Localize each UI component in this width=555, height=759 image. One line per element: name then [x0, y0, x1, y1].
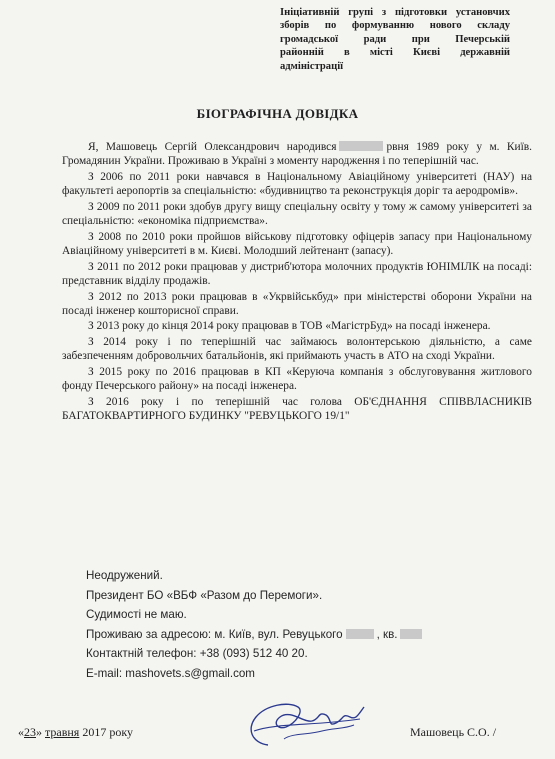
- biography-body: [62, 140, 532, 425]
- paragraph-job-unimilk: З 2011 по 2012 роки працював у дистриб'ютора молочних продуктів ЮНІМІЛК на посаді: представник відділу продажів.: [62, 260, 532, 287]
- date-day: 23: [24, 725, 36, 739]
- addressee-block: [280, 6, 510, 73]
- redacted-house: [346, 629, 374, 639]
- criminal-record: Судимості не маю.: [86, 608, 187, 622]
- paragraph-volunteer: З 2014 року і по теперішній час займаюсь волонтерською діяльністю, а саме забезпеченням добровольчих батальйонів, які приймають участь в АТО на сході України.: [62, 336, 532, 363]
- handwritten-signature: [232, 693, 372, 751]
- marital-status: Неодружений.: [86, 569, 163, 582]
- paragraph-education: З 2006 по 2011 роки навчався в Національному Авіаційному університеті (НАУ) на факультеті аеропортів за спеціальністю: «будивництво та реконструкція доріг та аеродромів».: [62, 170, 532, 198]
- address-text-b: , кв.: [376, 627, 398, 641]
- date-month: травня: [45, 725, 80, 739]
- paragraph-osbb: З 2016 року і по теперішній час голова ОБ'ЄДНАННЯ СПІВВЛАСНИКІВ БАГАТОКВАРТИРНОГО БУДИНКУ "РЕВУЦЬКОГО 19/1": [62, 395, 532, 423]
- signer-slash: /: [492, 725, 497, 739]
- paragraph-birth: [62, 140, 532, 168]
- addressee-line: адміністрації: [280, 60, 344, 72]
- president-info: Президент БО «ВБФ «Разом до Перемоги».: [86, 588, 323, 602]
- paragraph-military: З 2008 по 2010 роки пройшов військову підготовку офіцерів запасу при Національному Авіаційному університеті в м. Києві. Молодший лейтенант (запасу).: [62, 230, 532, 257]
- date-open-quote: «: [18, 725, 24, 739]
- address-text-a: Проживаю за адресою: м. Київ, вул. Ревуцького: [86, 627, 343, 641]
- email-line: E-mail: mashovets.s@gmail.com: [86, 666, 255, 680]
- redacted-apartment: [400, 629, 422, 639]
- birth-text-a: Я, Машовець Сергій Олександрович народився: [88, 141, 337, 153]
- personal-info: [86, 566, 506, 684]
- date-close-quote: »: [36, 725, 42, 739]
- addressee-line: районній в місті Києві державній: [280, 47, 510, 59]
- addressee-line: Ініціативній групі з підготовки установчих: [280, 7, 510, 18]
- document-title: БІОГРАФІЧНА ДОВІДКА: [196, 106, 359, 121]
- addressee-line: громадської ради при Печерській: [280, 33, 510, 45]
- birth-text-b: рвня 1989 року у м. Київ. Громадянин України. Проживаю в Україні з моменту народження і по теперішній час.: [62, 141, 532, 168]
- phone-line: Контактній телефон: +38 (093) 512 40 20.: [86, 647, 308, 661]
- paragraph-job-magistrbud: З 2013 року до кінця 2014 року працював в ТОВ «МагістрБуд» на посаді інженера.: [88, 320, 491, 333]
- paragraph-job-ukrviyskbud: З 2012 по 2013 роки працював в «Укрвійськбуд» при міністерстві оборони України на посаді інженер кошторисної справи.: [62, 290, 532, 317]
- date-year: 2017 року: [82, 725, 133, 739]
- paragraph-job-kp: З 2015 року по 2016 працював в КП «Керуюча компанія з обслуговування житлового фонду Печерського району» на посаді інженера.: [62, 366, 532, 393]
- address-line: [86, 625, 506, 645]
- signer-name: [410, 725, 496, 740]
- paragraph-second-degree: З 2009 по 2011 роки здобув другу вищу спеціальну освіту у тому ж самому університеті за спеціальністю: «економіка підприємства».: [62, 200, 532, 228]
- redacted-date: [339, 141, 383, 151]
- signer-name-text: Машовець С.О.: [410, 725, 490, 739]
- addressee-line: зборів по формуванню нового складу: [280, 20, 510, 32]
- footer-date-line: [18, 725, 538, 740]
